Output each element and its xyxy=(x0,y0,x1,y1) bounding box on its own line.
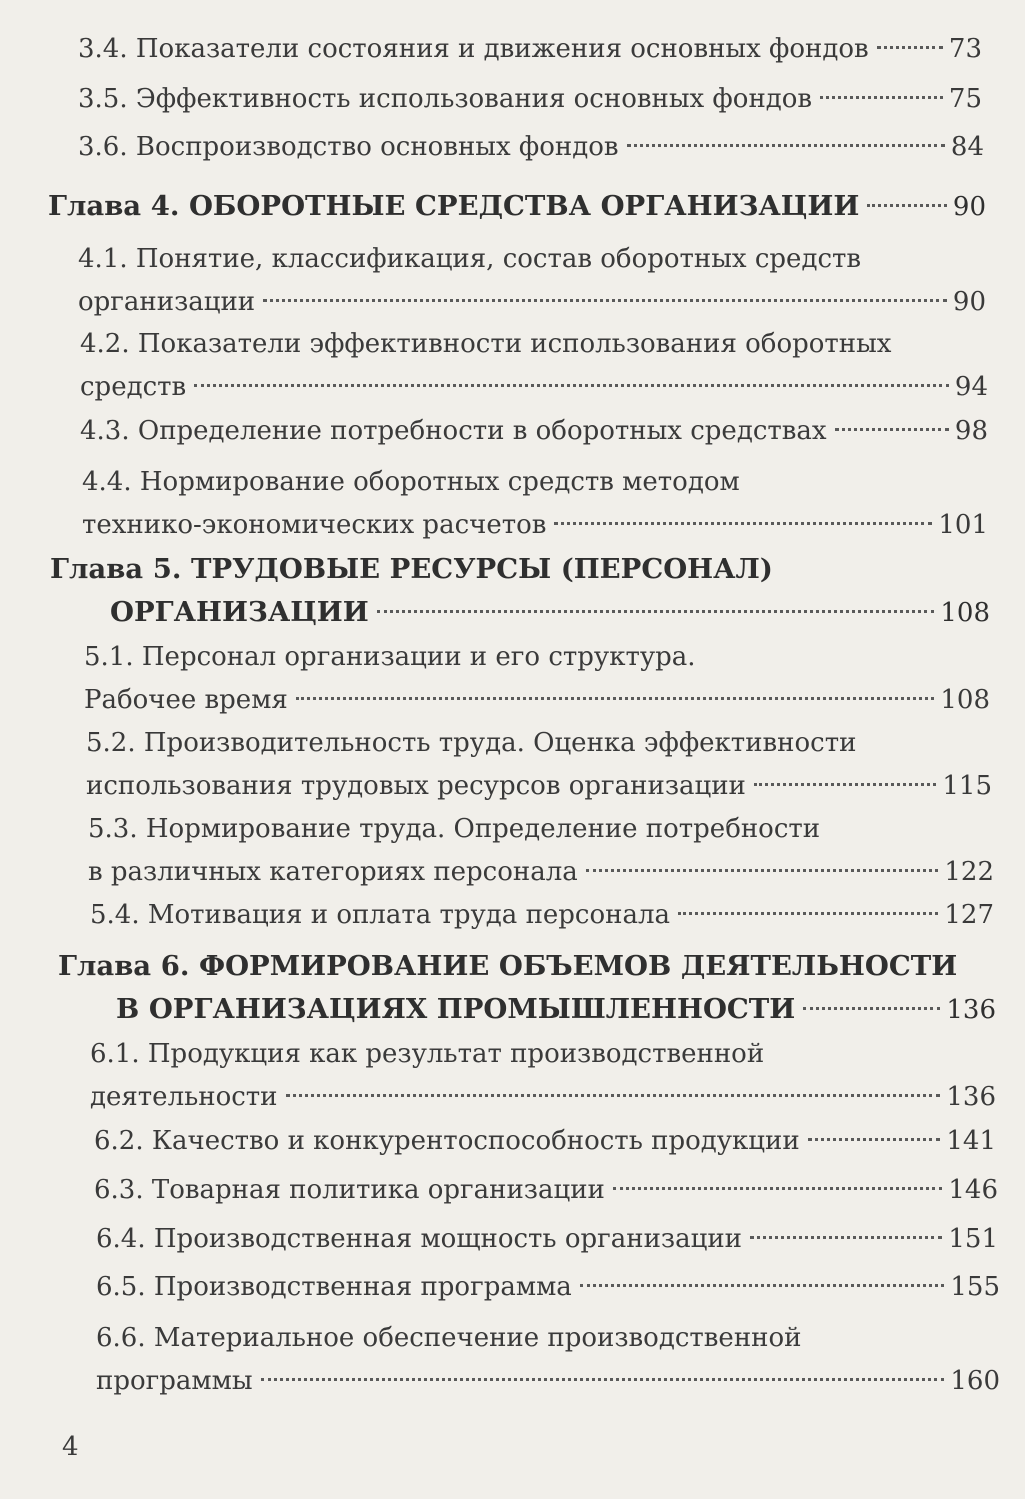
toc-page-number: 136 xyxy=(946,995,996,1025)
toc-entry-title-line: 4.4. Нормирование оборотных средств методом xyxy=(82,467,740,497)
toc-entry-title-line: 3.6. Воспроизводство основных фондов xyxy=(78,132,619,162)
toc-section-entry xyxy=(82,461,988,547)
toc-entry-title-line: в различных категориях персонала xyxy=(88,857,578,887)
page-number: 4 xyxy=(62,1432,79,1462)
toc-page-number: 160 xyxy=(950,1366,1000,1396)
dot-leader xyxy=(808,1138,941,1141)
toc-section-entry xyxy=(96,1317,1000,1403)
toc-entry-title-line: 5.4. Мотивация и оплата труда персонала xyxy=(90,900,670,930)
toc-page-number: 101 xyxy=(938,510,988,540)
dot-leader xyxy=(286,1094,941,1097)
dot-leader xyxy=(867,204,947,207)
toc-section-entry xyxy=(78,78,982,121)
dot-leader xyxy=(554,522,932,525)
dot-leader xyxy=(194,384,949,387)
toc-entry-title-line: 6.4. Производственная мощность организации xyxy=(96,1224,742,1254)
toc-section-entry xyxy=(94,1169,998,1212)
toc-section-entry xyxy=(88,808,994,894)
dot-leader xyxy=(613,1187,943,1190)
toc-page-number: 127 xyxy=(944,900,994,930)
dot-leader xyxy=(835,428,949,431)
toc-entry-title-line: ОРГАНИЗАЦИИ xyxy=(110,596,369,628)
toc-section-entry xyxy=(80,323,988,409)
toc-page-number: 73 xyxy=(948,34,982,64)
toc-page-number: 146 xyxy=(948,1175,998,1205)
toc-entry-title-line: 3.5. Эффективность использования основных фондов xyxy=(78,84,813,114)
toc-section-entry xyxy=(78,28,982,71)
toc-section-entry xyxy=(78,126,984,169)
toc-section-entry xyxy=(86,722,992,808)
dot-leader xyxy=(750,1236,942,1239)
toc-page-number: 98 xyxy=(954,416,988,446)
toc-page-number: 90 xyxy=(952,192,986,222)
dot-leader xyxy=(754,783,936,786)
toc-entry-title-line: 6.6. Материальное обеспечение производственной xyxy=(96,1323,802,1353)
toc-entry-title-line: Глава 4. ОБОРОТНЫЕ СРЕДСТВА ОРГАНИЗАЦИИ xyxy=(48,190,860,222)
dot-leader xyxy=(678,912,938,915)
toc-section-entry xyxy=(90,1033,996,1119)
toc-page-number: 90 xyxy=(952,287,986,317)
dot-leader xyxy=(820,96,943,99)
toc-page-number: 84 xyxy=(950,132,984,162)
toc-section-entry xyxy=(90,894,994,937)
toc-section-entry xyxy=(78,238,986,324)
toc-entry-title-line: Глава 6. ФОРМИРОВАНИЕ ОБЪЕМОВ ДЕЯТЕЛЬНОСТИ xyxy=(58,950,958,982)
toc-entry-title-line: 6.1. Продукция как результат производственной xyxy=(90,1039,765,1069)
toc-page-number: 136 xyxy=(946,1082,996,1112)
toc-page-number: 141 xyxy=(946,1126,996,1156)
toc-entry-title-line: 5.2. Производительность труда. Оценка эффективности xyxy=(86,728,857,758)
toc-entry-title-line: технико-экономических расчетов xyxy=(82,510,547,540)
dot-leader xyxy=(877,46,943,49)
toc-entry-title-line: программы xyxy=(96,1366,253,1396)
toc-page-number: 94 xyxy=(954,372,988,402)
toc-entry-title-line: 5.3. Нормирование труда. Определение потребности xyxy=(88,814,821,844)
toc-entry-title-line: В ОРГАНИЗАЦИЯХ ПРОМЫШЛЕННОСТИ xyxy=(116,993,796,1025)
toc-entry-title-line: Рабочее время xyxy=(84,685,288,715)
toc-entry-title-line: 6.5. Производственная программа xyxy=(96,1272,572,1302)
toc-page-number: 75 xyxy=(948,84,982,114)
toc-entry-title-line: Глава 5. ТРУДОВЫЕ РЕСУРСЫ (ПЕРСОНАЛ) xyxy=(50,553,773,585)
toc-section-entry xyxy=(80,410,988,453)
toc-chapter-entry xyxy=(58,945,996,1032)
toc-entry-title-line: 5.1. Персонал организации и его структура. xyxy=(84,642,696,672)
toc-page-number: 122 xyxy=(944,857,994,887)
toc-entry-title-line: 4.1. Понятие, классификация, состав оборотных средств xyxy=(78,244,862,274)
dot-leader xyxy=(261,1378,945,1381)
toc-page-number: 108 xyxy=(940,598,990,628)
toc-entry-title-line: 4.3. Определение потребности в оборотных средствах xyxy=(80,416,827,446)
dot-leader xyxy=(263,299,947,302)
toc-chapter-entry xyxy=(50,548,990,635)
toc-section-entry xyxy=(96,1218,998,1261)
dot-leader xyxy=(627,144,945,147)
toc-page-number: 155 xyxy=(950,1272,1000,1302)
toc-entry-title-line: использования трудовых ресурсов организации xyxy=(86,771,746,801)
toc-chapter-entry xyxy=(48,185,986,229)
dot-leader xyxy=(803,1007,940,1010)
toc-page-number: 108 xyxy=(940,685,990,715)
toc-page-number: 151 xyxy=(948,1224,998,1254)
toc-entry-title-line: 6.3. Товарная политика организации xyxy=(94,1175,605,1205)
toc-entry-title-line: средств xyxy=(80,372,187,402)
toc-entry-title-line: организации xyxy=(78,287,256,317)
dot-leader xyxy=(296,697,935,700)
toc-section-entry xyxy=(84,636,990,722)
toc-entry-title-line: 4.2. Показатели эффективности использования оборотных xyxy=(80,329,892,359)
toc-page-number: 115 xyxy=(942,771,992,801)
dot-leader xyxy=(586,869,939,872)
toc-entry-title-line: 3.4. Показатели состояния и движения основных фондов xyxy=(78,34,869,64)
toc-section-entry xyxy=(96,1266,1000,1309)
toc-entry-title-line: деятельности xyxy=(90,1082,278,1112)
dot-leader xyxy=(580,1284,945,1287)
dot-leader xyxy=(377,610,935,613)
toc-section-entry xyxy=(94,1120,996,1163)
toc-entry-title-line: 6.2. Качество и конкурентоспособность продукции xyxy=(94,1126,800,1156)
